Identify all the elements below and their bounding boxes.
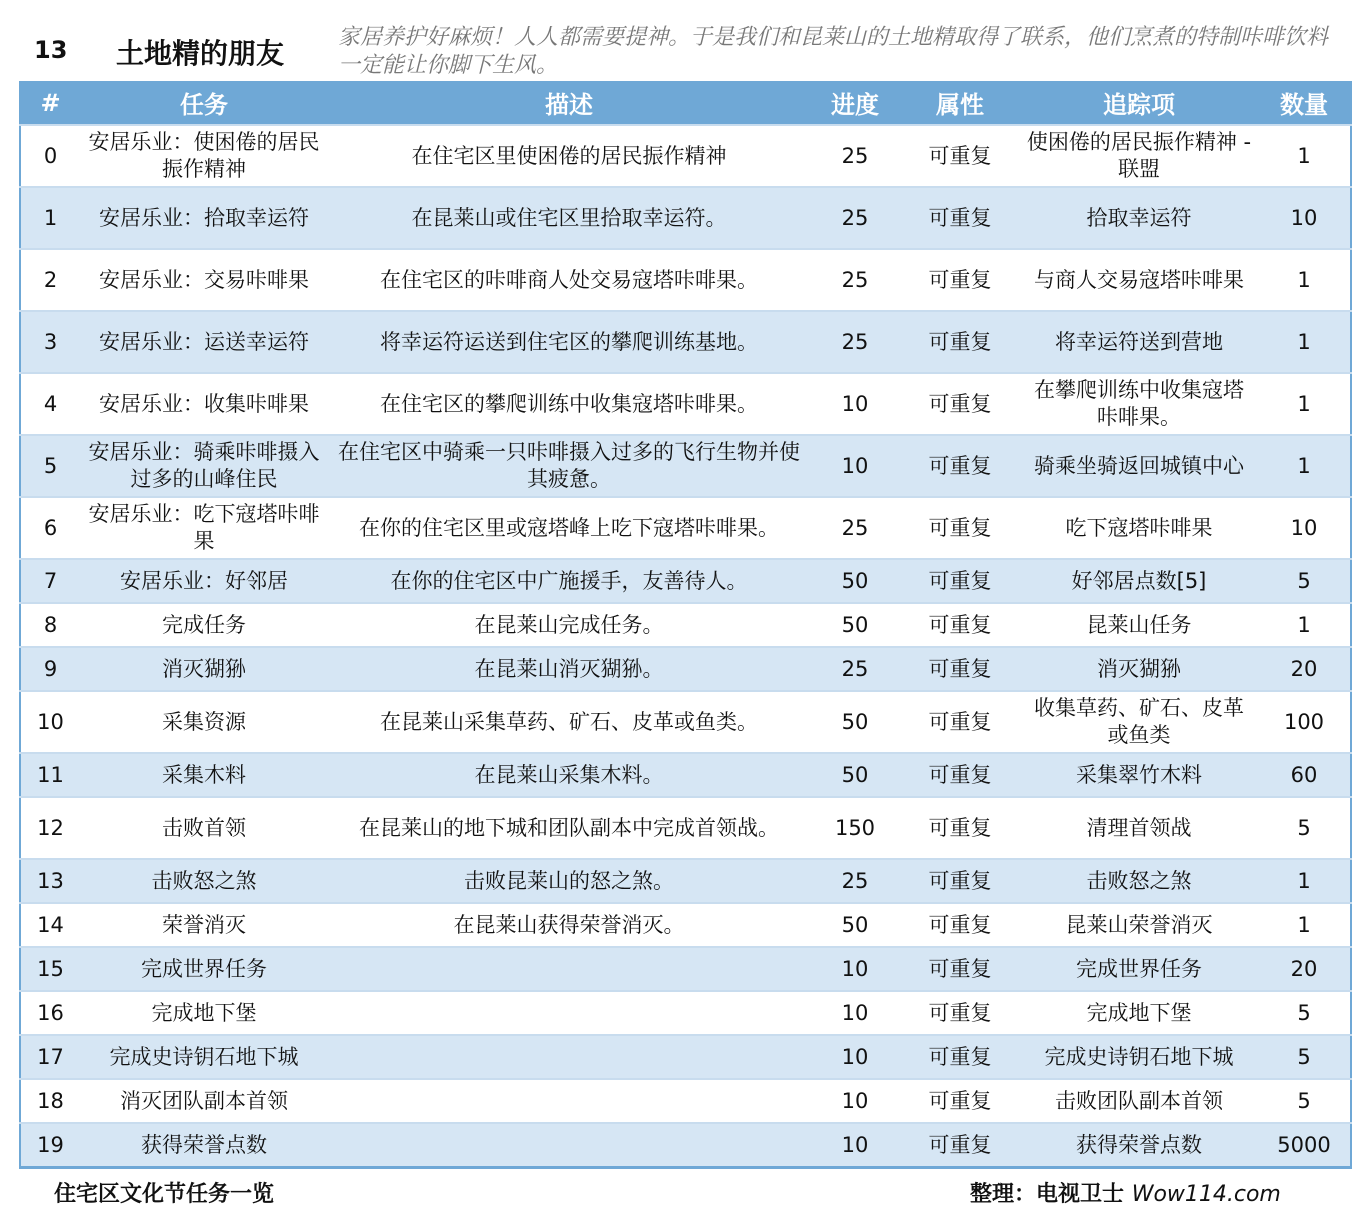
- table-cell: 在昆莱山获得荣誉消灭。: [328, 903, 810, 947]
- table-cell: 可重复: [900, 691, 1020, 753]
- table-cell: 可重复: [900, 991, 1020, 1035]
- table-cell: 完成世界任务: [1020, 947, 1258, 991]
- table-cell: [328, 1079, 810, 1123]
- table-cell: 50: [810, 753, 900, 797]
- intro-text: 家居养护好麻烦！人人都需要提神。于是我们和昆莱山的土地精取得了联系，他们烹煮的特制咔啡饮料一定能让你脚下生风。: [338, 25, 1329, 78]
- table-cell: 5: [1258, 797, 1351, 859]
- table-row: [20, 125, 1351, 187]
- table-cell: 50: [810, 903, 900, 947]
- table-row: [20, 947, 1351, 991]
- table-cell: 安居乐业：运送幸运符: [80, 311, 328, 373]
- table-row: [20, 497, 1351, 559]
- table-cell: 击败昆莱山的怒之煞。: [328, 859, 810, 903]
- table-cell: 10: [1258, 187, 1351, 249]
- table-cell: 1: [20, 187, 80, 249]
- table-cell: [328, 1035, 810, 1079]
- table-cell: 完成史诗钥石地下城: [1020, 1035, 1258, 1079]
- table-cell: 10: [810, 1035, 900, 1079]
- table-cell: 20: [1258, 947, 1351, 991]
- table-cell: 消灭猢狲: [1020, 647, 1258, 691]
- table-row: [20, 249, 1351, 311]
- table-row: [20, 903, 1351, 947]
- column-header: 进度: [810, 81, 900, 125]
- column-header: 任务: [80, 81, 328, 125]
- table-cell: 完成世界任务: [80, 947, 328, 991]
- table-row: [20, 435, 1351, 497]
- table-cell: 50: [810, 603, 900, 647]
- table-cell: 安居乐业：收集咔啡果: [80, 373, 328, 435]
- table-cell: 1: [1258, 859, 1351, 903]
- table-cell: 可重复: [900, 903, 1020, 947]
- table-cell: 6: [20, 497, 80, 559]
- table-cell: 安居乐业：骑乘咔啡摄入过多的山峰住民: [80, 435, 328, 497]
- table-cell: 5: [1258, 991, 1351, 1035]
- table-cell: 1: [1258, 373, 1351, 435]
- table-cell: 25: [810, 647, 900, 691]
- table-cell: 消灭猢狲: [80, 647, 328, 691]
- table-cell: 击败怒之煞: [80, 859, 328, 903]
- table-cell: 安居乐业：交易咔啡果: [80, 249, 328, 311]
- table-cell: 采集资源: [80, 691, 328, 753]
- table-cell: 在昆莱山采集木料。: [328, 753, 810, 797]
- table-cell: 击败首领: [80, 797, 328, 859]
- table-row: [20, 753, 1351, 797]
- table-cell: 16: [20, 991, 80, 1035]
- footer-caption: 住宅区文化节任务一览: [54, 1182, 275, 1207]
- table-cell: 60: [1258, 753, 1351, 797]
- table-cell: 5: [20, 435, 80, 497]
- table-row: [20, 1123, 1351, 1168]
- table-cell: 3: [20, 311, 80, 373]
- table-cell: 25: [810, 125, 900, 187]
- table-cell: 在攀爬训练中收集寇塔咔啡果。: [1020, 373, 1258, 435]
- table-cell: 8: [20, 603, 80, 647]
- table-cell: 13: [20, 859, 80, 903]
- table-cell: 完成任务: [80, 603, 328, 647]
- table-cell: 5: [1258, 1079, 1351, 1123]
- table-cell: 在昆莱山完成任务。: [328, 603, 810, 647]
- column-header: #: [20, 81, 80, 125]
- table-cell: 清理首领战: [1020, 797, 1258, 859]
- credit-text: 整理：电视卫士: [970, 1182, 1125, 1207]
- table-cell: 1: [1258, 311, 1351, 373]
- table-cell: [328, 1123, 810, 1168]
- table-cell: 使困倦的居民振作精神 - 联盟: [1020, 125, 1258, 187]
- table-cell: 可重复: [900, 647, 1020, 691]
- table-cell: 9: [20, 647, 80, 691]
- table-cell: 可重复: [900, 187, 1020, 249]
- section-number: 13: [34, 36, 68, 64]
- table-cell: 50: [810, 559, 900, 603]
- table-cell: 击败怒之煞: [1020, 859, 1258, 903]
- table-cell: 10: [810, 435, 900, 497]
- table-cell: 可重复: [900, 753, 1020, 797]
- table-row: [20, 797, 1351, 859]
- table-cell: 可重复: [900, 859, 1020, 903]
- table-row: [20, 1035, 1351, 1079]
- table-cell: 19: [20, 1123, 80, 1168]
- table-cell: 在住宅区中骑乘一只咔啡摄入过多的飞行生物并使其疲惫。: [328, 435, 810, 497]
- table-row: [20, 1079, 1351, 1123]
- table-cell: [328, 947, 810, 991]
- table-cell: 25: [810, 187, 900, 249]
- table-cell: 15: [20, 947, 80, 991]
- table-cell: 可重复: [900, 1035, 1020, 1079]
- table-cell: 5: [1258, 1035, 1351, 1079]
- table-cell: 安居乐业：好邻居: [80, 559, 328, 603]
- table-cell: 2: [20, 249, 80, 311]
- table-cell: 获得荣誉点数: [80, 1123, 328, 1168]
- table-row: [20, 859, 1351, 903]
- table-cell: 在昆莱山消灭猢狲。: [328, 647, 810, 691]
- table-row: [20, 187, 1351, 249]
- table-cell: 将幸运符运送到住宅区的攀爬训练基地。: [328, 311, 810, 373]
- table-cell: 可重复: [900, 311, 1020, 373]
- table-cell: 采集翠竹木料: [1020, 753, 1258, 797]
- table-row: [20, 691, 1351, 753]
- table-cell: 好邻居点数[5]: [1020, 559, 1258, 603]
- table-cell: 50: [810, 691, 900, 753]
- table-cell: 1: [1258, 903, 1351, 947]
- table-cell: 10: [810, 1123, 900, 1168]
- table-cell: 将幸运符送到营地: [1020, 311, 1258, 373]
- table-cell: 完成史诗钥石地下城: [80, 1035, 328, 1079]
- table-cell: 25: [810, 497, 900, 559]
- table-cell: 5: [1258, 559, 1351, 603]
- task-table: [19, 81, 1352, 1169]
- table-cell: 完成地下堡: [80, 991, 328, 1035]
- table-cell: 骑乘坐骑返回城镇中心: [1020, 435, 1258, 497]
- table-cell: 安居乐业：拾取幸运符: [80, 187, 328, 249]
- site-link: Wow114.com: [1131, 1182, 1281, 1207]
- table-cell: 在你的住宅区里或寇塔峰上吃下寇塔咔啡果。: [328, 497, 810, 559]
- table-cell: 在昆莱山采集草药、矿石、皮革或鱼类。: [328, 691, 810, 753]
- table-cell: 150: [810, 797, 900, 859]
- column-header: 追踪项: [1020, 81, 1258, 125]
- table-cell: 14: [20, 903, 80, 947]
- table-cell: 可重复: [900, 373, 1020, 435]
- table-cell: 可重复: [900, 125, 1020, 187]
- table-cell: 昆莱山荣誉消灭: [1020, 903, 1258, 947]
- table-cell: 在住宅区的攀爬训练中收集寇塔咔啡果。: [328, 373, 810, 435]
- table-cell: 1: [1258, 125, 1351, 187]
- table-cell: [328, 991, 810, 1035]
- table-cell: 5000: [1258, 1123, 1351, 1168]
- table-cell: 在昆莱山或住宅区里拾取幸运符。: [328, 187, 810, 249]
- table-cell: 可重复: [900, 559, 1020, 603]
- table-cell: 在你的住宅区中广施援手，友善待人。: [328, 559, 810, 603]
- table-cell: 荣誉消灭: [80, 903, 328, 947]
- table-cell: 在住宅区里使困倦的居民振作精神: [328, 125, 810, 187]
- table-row: [20, 991, 1351, 1035]
- table-cell: 消灭团队副本首领: [80, 1079, 328, 1123]
- table-cell: 完成地下堡: [1020, 991, 1258, 1035]
- table-row: [20, 311, 1351, 373]
- table-cell: 4: [20, 373, 80, 435]
- table-cell: 与商人交易寇塔咔啡果: [1020, 249, 1258, 311]
- table-cell: 25: [810, 859, 900, 903]
- table-cell: 采集木料: [80, 753, 328, 797]
- table-cell: 可重复: [900, 1123, 1020, 1168]
- table-cell: 11: [20, 753, 80, 797]
- table-cell: 可重复: [900, 249, 1020, 311]
- table-row: [20, 559, 1351, 603]
- table-cell: 安居乐业：吃下寇塔咔啡果: [80, 497, 328, 559]
- table-cell: 获得荣誉点数: [1020, 1123, 1258, 1168]
- table-row: [20, 603, 1351, 647]
- table-cell: 100: [1258, 691, 1351, 753]
- column-header: 属性: [900, 81, 1020, 125]
- footer-credit: [970, 1177, 1281, 1208]
- column-header: 数量: [1258, 81, 1351, 125]
- table-row: [20, 647, 1351, 691]
- table-cell: 10: [810, 1079, 900, 1123]
- table-cell: 可重复: [900, 947, 1020, 991]
- table-cell: 可重复: [900, 797, 1020, 859]
- table-cell: 在昆莱山的地下城和团队副本中完成首领战。: [328, 797, 810, 859]
- table-cell: 7: [20, 559, 80, 603]
- table-cell: 吃下寇塔咔啡果: [1020, 497, 1258, 559]
- table-cell: 可重复: [900, 1079, 1020, 1123]
- column-header: 描述: [328, 81, 810, 125]
- table-cell: 1: [1258, 603, 1351, 647]
- table-cell: 10: [1258, 497, 1351, 559]
- table-cell: 击败团队副本首领: [1020, 1079, 1258, 1123]
- table-cell: 10: [810, 991, 900, 1035]
- table-cell: 25: [810, 249, 900, 311]
- table-cell: 12: [20, 797, 80, 859]
- table-cell: 0: [20, 125, 80, 187]
- table-cell: 收集草药、矿石、皮革或鱼类: [1020, 691, 1258, 753]
- table-cell: 1: [1258, 249, 1351, 311]
- table-cell: 1: [1258, 435, 1351, 497]
- table-cell: 20: [1258, 647, 1351, 691]
- table-cell: 拾取幸运符: [1020, 187, 1258, 249]
- table-cell: 可重复: [900, 497, 1020, 559]
- table-cell: 在住宅区的咔啡商人处交易寇塔咔啡果。: [328, 249, 810, 311]
- table-row: [20, 373, 1351, 435]
- table-cell: 10: [810, 947, 900, 991]
- table-cell: 25: [810, 311, 900, 373]
- table-cell: 17: [20, 1035, 80, 1079]
- table-cell: 10: [20, 691, 80, 753]
- table-cell: 安居乐业：使困倦的居民振作精神: [80, 125, 328, 187]
- table-cell: 可重复: [900, 603, 1020, 647]
- table-cell: 昆莱山任务: [1020, 603, 1258, 647]
- page-title: 土地精的朋友: [116, 37, 285, 70]
- table-cell: 可重复: [900, 435, 1020, 497]
- table-cell: 18: [20, 1079, 80, 1123]
- table-cell: 10: [810, 373, 900, 435]
